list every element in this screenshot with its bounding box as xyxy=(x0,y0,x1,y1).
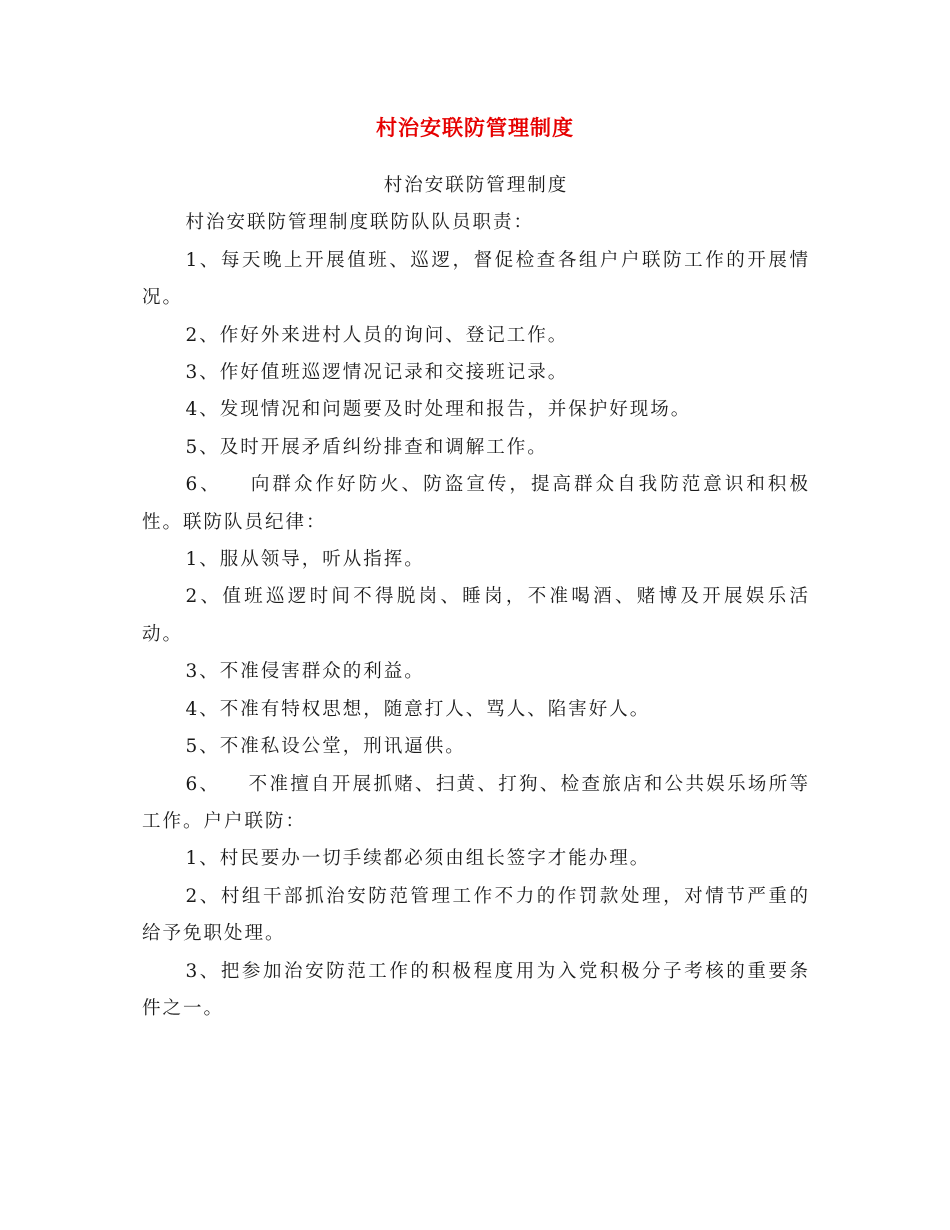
paragraph-text: 村民要办一切手续都必须由组长签字才能办理。 xyxy=(219,848,651,870)
paragraph xyxy=(142,953,810,1028)
paragraph-text: 不准擅自开展抓赌、扫黄、打狗、检查旅店和公共娱乐场所等工作。户户联防： xyxy=(142,773,810,832)
paragraph-number: 3、 xyxy=(185,960,221,982)
document-body xyxy=(142,167,810,1027)
paragraph xyxy=(142,766,810,841)
paragraph xyxy=(142,878,810,953)
paragraph-text: 及时开展矛盾纠纷排查和调解工作。 xyxy=(219,436,548,458)
paragraph-text: 村治安联防管理制度联防队队员职责： xyxy=(185,212,534,234)
paragraph xyxy=(142,466,810,541)
document-title: 村治安联防管理制度 xyxy=(376,115,574,140)
paragraph-text: 不准私设公堂，刑讯逼供。 xyxy=(219,736,466,758)
paragraph xyxy=(142,317,810,354)
paragraph-text: 不准有特权思想，随意打人、骂人、陷害好人。 xyxy=(219,698,651,720)
paragraph-number: 4、 xyxy=(185,399,220,421)
paragraph-number: 1、 xyxy=(185,549,220,571)
paragraph-number: 3、 xyxy=(185,362,220,384)
paragraph xyxy=(142,242,810,317)
paragraph xyxy=(142,728,810,765)
paragraph-number: 5、 xyxy=(185,736,220,758)
paragraph xyxy=(142,691,810,728)
paragraph-number: 6、 xyxy=(185,474,222,496)
paragraph-number: 2、 xyxy=(185,586,223,608)
paragraph-text: 服从领导，听从指挥。 xyxy=(219,549,425,571)
paragraph-text: 向群众作好防火、防盗宣传，提高群众自我防范意识和积极性。联防队员纪律： xyxy=(142,474,810,533)
document-subtitle: 村治安联防管理制度 xyxy=(383,175,569,196)
paragraph-text: 作好外来进村人员的询问、登记工作。 xyxy=(219,324,569,346)
paragraph xyxy=(142,578,810,653)
paragraph xyxy=(142,840,810,877)
paragraph xyxy=(142,429,810,466)
paragraph-text: 村组干部抓治安防范管理工作不力的作罚款处理，对情节严重的给予免职处理。 xyxy=(142,885,810,945)
paragraph xyxy=(142,391,810,428)
paragraph xyxy=(142,653,810,690)
paragraph-number: 1、 xyxy=(185,848,220,870)
paragraph-text: 把参加治安防范工作的积极程度用为入党积极分子考核的重要条件之一。 xyxy=(142,960,810,1019)
paragraph-number: 6、 xyxy=(185,773,221,795)
paragraph-text: 不准侵害群众的利益。 xyxy=(219,661,425,683)
paragraph-text: 每天晚上开展值班、巡逻，督促检查各组户户联防工作的开展情况。 xyxy=(142,249,810,309)
paragraph xyxy=(142,541,810,578)
paragraph xyxy=(142,204,810,241)
paragraph-number: 2、 xyxy=(185,324,220,346)
paragraph-number: 2、 xyxy=(185,885,221,907)
paragraph-number: 1、 xyxy=(185,249,221,271)
paragraph-text: 值班巡逻时间不得脱岗、睡岗，不准喝酒、赌博及开展娱乐活动。 xyxy=(142,586,810,645)
paragraph-text: 作好值班巡逻情况记录和交接班记录。 xyxy=(219,362,569,384)
paragraph-text: 发现情况和问题要及时处理和报告，并保护好现场。 xyxy=(219,399,692,421)
paragraph-number: 4、 xyxy=(185,698,220,720)
paragraph xyxy=(142,354,810,391)
paragraph-number: 5、 xyxy=(185,436,220,458)
paragraph-number: 3、 xyxy=(185,661,220,683)
